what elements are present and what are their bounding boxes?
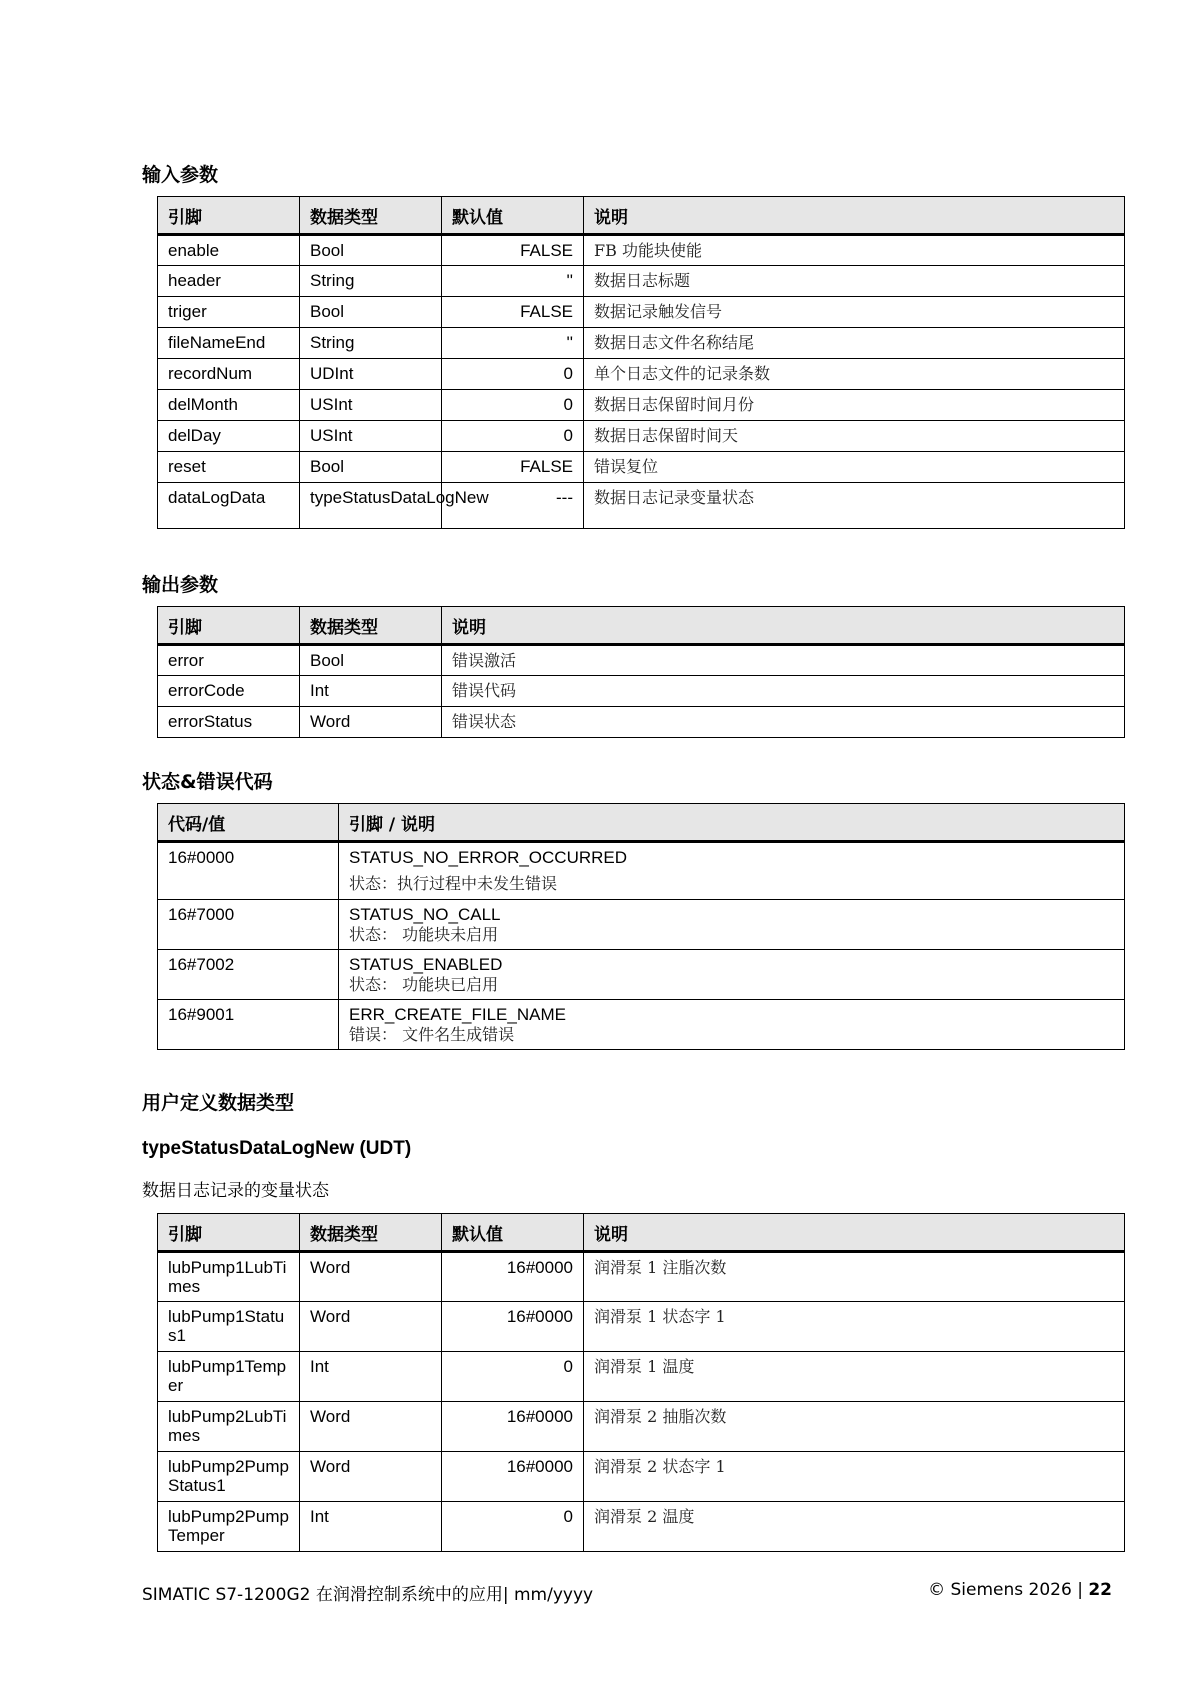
- default-cell: 0: [442, 359, 584, 390]
- type-cell: typeStatusDataLogNew: [300, 483, 442, 529]
- table-row: [158, 1252, 1125, 1302]
- copyright-text: © Siemens 2026 |: [928, 1580, 1083, 1600]
- table-row: [158, 842, 1125, 900]
- output-params-heading: 输出参数: [142, 574, 219, 596]
- type-cell: Bool: [300, 452, 442, 483]
- table-header-row: [158, 197, 1125, 235]
- pin-cell: delDay: [158, 421, 300, 452]
- default-cell: FALSE: [442, 452, 584, 483]
- desc-cell: 数据日志保留时间天: [584, 421, 1125, 452]
- table-row: [158, 950, 1125, 1000]
- type-cell: Bool: [300, 297, 442, 328]
- table-header-row: [158, 1214, 1125, 1252]
- udt-body: [158, 1252, 1125, 1552]
- type-cell: Word: [300, 1302, 442, 1352]
- status-codes-body: [158, 842, 1125, 1050]
- table-row: [158, 1402, 1125, 1452]
- pin-cell: lubPump1Temper: [158, 1352, 300, 1402]
- type-cell: String: [300, 328, 442, 359]
- page-number: 22: [1088, 1580, 1112, 1600]
- default-cell: 16#0000: [442, 1302, 584, 1352]
- status-desc: 状态： 功能块已启用: [349, 975, 499, 994]
- col-header-desc: 说明: [442, 607, 1125, 645]
- status-codes-heading: 状态&错误代码: [142, 771, 273, 793]
- desc-cell: 错误状态: [442, 707, 1125, 738]
- desc-cell: 错误激活: [442, 645, 1125, 676]
- table-row: [158, 390, 1125, 421]
- col-header-pin: 引脚: [158, 607, 300, 645]
- table-header-row: [158, 804, 1125, 842]
- default-cell: 16#0000: [442, 1252, 584, 1302]
- col-header-default: 默认值: [442, 1214, 584, 1252]
- status-name: STATUS_ENABLED: [349, 955, 503, 974]
- desc-cell: 润滑泵 1 温度: [584, 1352, 1125, 1402]
- default-cell: 0: [442, 1352, 584, 1402]
- table-row: [158, 1452, 1125, 1502]
- type-cell: USInt: [300, 390, 442, 421]
- pin-desc-cell: [339, 900, 1125, 950]
- code-cell: 16#7000: [158, 900, 339, 950]
- pin-cell: errorStatus: [158, 707, 300, 738]
- desc-cell: 润滑泵 1 注脂次数: [584, 1252, 1125, 1302]
- type-cell: UDInt: [300, 359, 442, 390]
- pin-cell: errorCode: [158, 676, 300, 707]
- table-row: [158, 676, 1125, 707]
- status-name: ERR_CREATE_FILE_NAME: [349, 1005, 566, 1024]
- col-header-type: 数据类型: [300, 197, 442, 235]
- pin-cell: reset: [158, 452, 300, 483]
- desc-cell: 润滑泵 2 温度: [584, 1502, 1125, 1552]
- type-cell: String: [300, 266, 442, 297]
- table-row: [158, 645, 1125, 676]
- desc-cell: 数据记录触发信号: [584, 297, 1125, 328]
- default-cell: ---: [442, 483, 584, 529]
- type-cell: Int: [300, 1502, 442, 1552]
- pin-cell: lubPump2LubTimes: [158, 1402, 300, 1452]
- desc-cell: FB 功能块使能: [584, 235, 1125, 266]
- pin-desc-cell: [339, 1000, 1125, 1050]
- desc-cell: 润滑泵 1 状态字 1: [584, 1302, 1125, 1352]
- table-row: [158, 235, 1125, 266]
- default-cell: 16#0000: [442, 1452, 584, 1502]
- desc-cell: 数据日志标题: [584, 266, 1125, 297]
- pin-cell: fileNameEnd: [158, 328, 300, 359]
- col-header-type: 数据类型: [300, 607, 442, 645]
- type-cell: Bool: [300, 235, 442, 266]
- status-name: STATUS_NO_ERROR_OCCURRED: [349, 848, 628, 867]
- input-params-heading: 输入参数: [142, 164, 219, 186]
- table-row: [158, 328, 1125, 359]
- pin-cell: lubPump1LubTimes: [158, 1252, 300, 1302]
- status-desc: 状态：执行过程中未发生错误: [349, 874, 558, 893]
- desc-cell: 错误代码: [442, 676, 1125, 707]
- col-header-desc: 说明: [584, 197, 1125, 235]
- input-params-body: [158, 235, 1125, 529]
- status-desc: 错误： 文件名生成错误: [349, 1025, 515, 1044]
- udt-heading: 用户定义数据类型: [142, 1092, 295, 1114]
- default-cell: 0: [442, 390, 584, 421]
- col-header-pin: 引脚: [158, 197, 300, 235]
- code-cell: 16#7002: [158, 950, 339, 1000]
- table-row: [158, 900, 1125, 950]
- udt-table: [157, 1213, 1125, 1552]
- udt-caption: 数据日志记录的变量状态: [142, 1181, 329, 1201]
- default-cell: 0: [442, 421, 584, 452]
- default-cell: '': [442, 266, 584, 297]
- pin-desc-cell: [339, 950, 1125, 1000]
- pin-cell: triger: [158, 297, 300, 328]
- table-row: [158, 421, 1125, 452]
- pin-cell: enable: [158, 235, 300, 266]
- desc-cell: 数据日志保留时间月份: [584, 390, 1125, 421]
- desc-cell: 润滑泵 2 抽脂次数: [584, 1402, 1125, 1452]
- pin-cell: lubPump1Status1: [158, 1302, 300, 1352]
- footer-title: SIMATIC S7-1200G2 在润滑控制系统中的应用| mm/yyyy: [142, 1585, 594, 1605]
- type-cell: Int: [300, 1352, 442, 1402]
- type-cell: Word: [300, 1252, 442, 1302]
- pin-cell: recordNum: [158, 359, 300, 390]
- table-row: [158, 707, 1125, 738]
- type-cell: Word: [300, 707, 442, 738]
- default-cell: 16#0000: [442, 1402, 584, 1452]
- default-cell: '': [442, 328, 584, 359]
- status-codes-table: [157, 803, 1125, 1050]
- table-row: [158, 1502, 1125, 1552]
- desc-cell: 单个日志文件的记录条数: [584, 359, 1125, 390]
- type-cell: Word: [300, 1452, 442, 1502]
- col-header-desc: 说明: [584, 1214, 1125, 1252]
- table-row: [158, 452, 1125, 483]
- col-header-default: 默认值: [442, 197, 584, 235]
- default-cell: 0: [442, 1502, 584, 1552]
- type-cell: Bool: [300, 645, 442, 676]
- col-header-code: 代码/值: [158, 804, 339, 842]
- table-row: [158, 266, 1125, 297]
- col-header-type: 数据类型: [300, 1214, 442, 1252]
- pin-cell: lubPump2PumpStatus1: [158, 1452, 300, 1502]
- output-params-table: [157, 606, 1125, 738]
- table-row: [158, 1302, 1125, 1352]
- type-cell: Int: [300, 676, 442, 707]
- table-row: [158, 1000, 1125, 1050]
- udt-title: typeStatusDataLogNew (UDT): [142, 1138, 412, 1159]
- default-cell: FALSE: [442, 297, 584, 328]
- table-header-row: [158, 607, 1125, 645]
- status-name: STATUS_NO_CALL: [349, 905, 501, 924]
- pin-cell: delMonth: [158, 390, 300, 421]
- default-cell: FALSE: [442, 235, 584, 266]
- input-params-table: [157, 196, 1125, 529]
- type-cell: USInt: [300, 421, 442, 452]
- col-header-pin: 引脚: [158, 1214, 300, 1252]
- table-row: [158, 297, 1125, 328]
- footer-copyright: [928, 1580, 1112, 1600]
- col-header-pin-desc: 引脚 / 说明: [339, 804, 1125, 842]
- table-row: [158, 483, 1125, 529]
- desc-cell: 错误复位: [584, 452, 1125, 483]
- code-cell: 16#0000: [158, 842, 339, 900]
- desc-cell: 数据日志文件名称结尾: [584, 328, 1125, 359]
- pin-cell: header: [158, 266, 300, 297]
- desc-cell: 润滑泵 2 状态字 1: [584, 1452, 1125, 1502]
- code-cell: 16#9001: [158, 1000, 339, 1050]
- table-row: [158, 359, 1125, 390]
- pin-cell: dataLogData: [158, 483, 300, 529]
- pin-cell: error: [158, 645, 300, 676]
- pin-cell: lubPump2PumpTemper: [158, 1502, 300, 1552]
- desc-cell: 数据日志记录变量状态: [584, 483, 1125, 529]
- status-desc: 状态： 功能块未启用: [349, 925, 499, 944]
- table-row: [158, 1352, 1125, 1402]
- pin-desc-cell: [339, 842, 1125, 900]
- output-params-body: [158, 645, 1125, 738]
- type-cell: Word: [300, 1402, 442, 1452]
